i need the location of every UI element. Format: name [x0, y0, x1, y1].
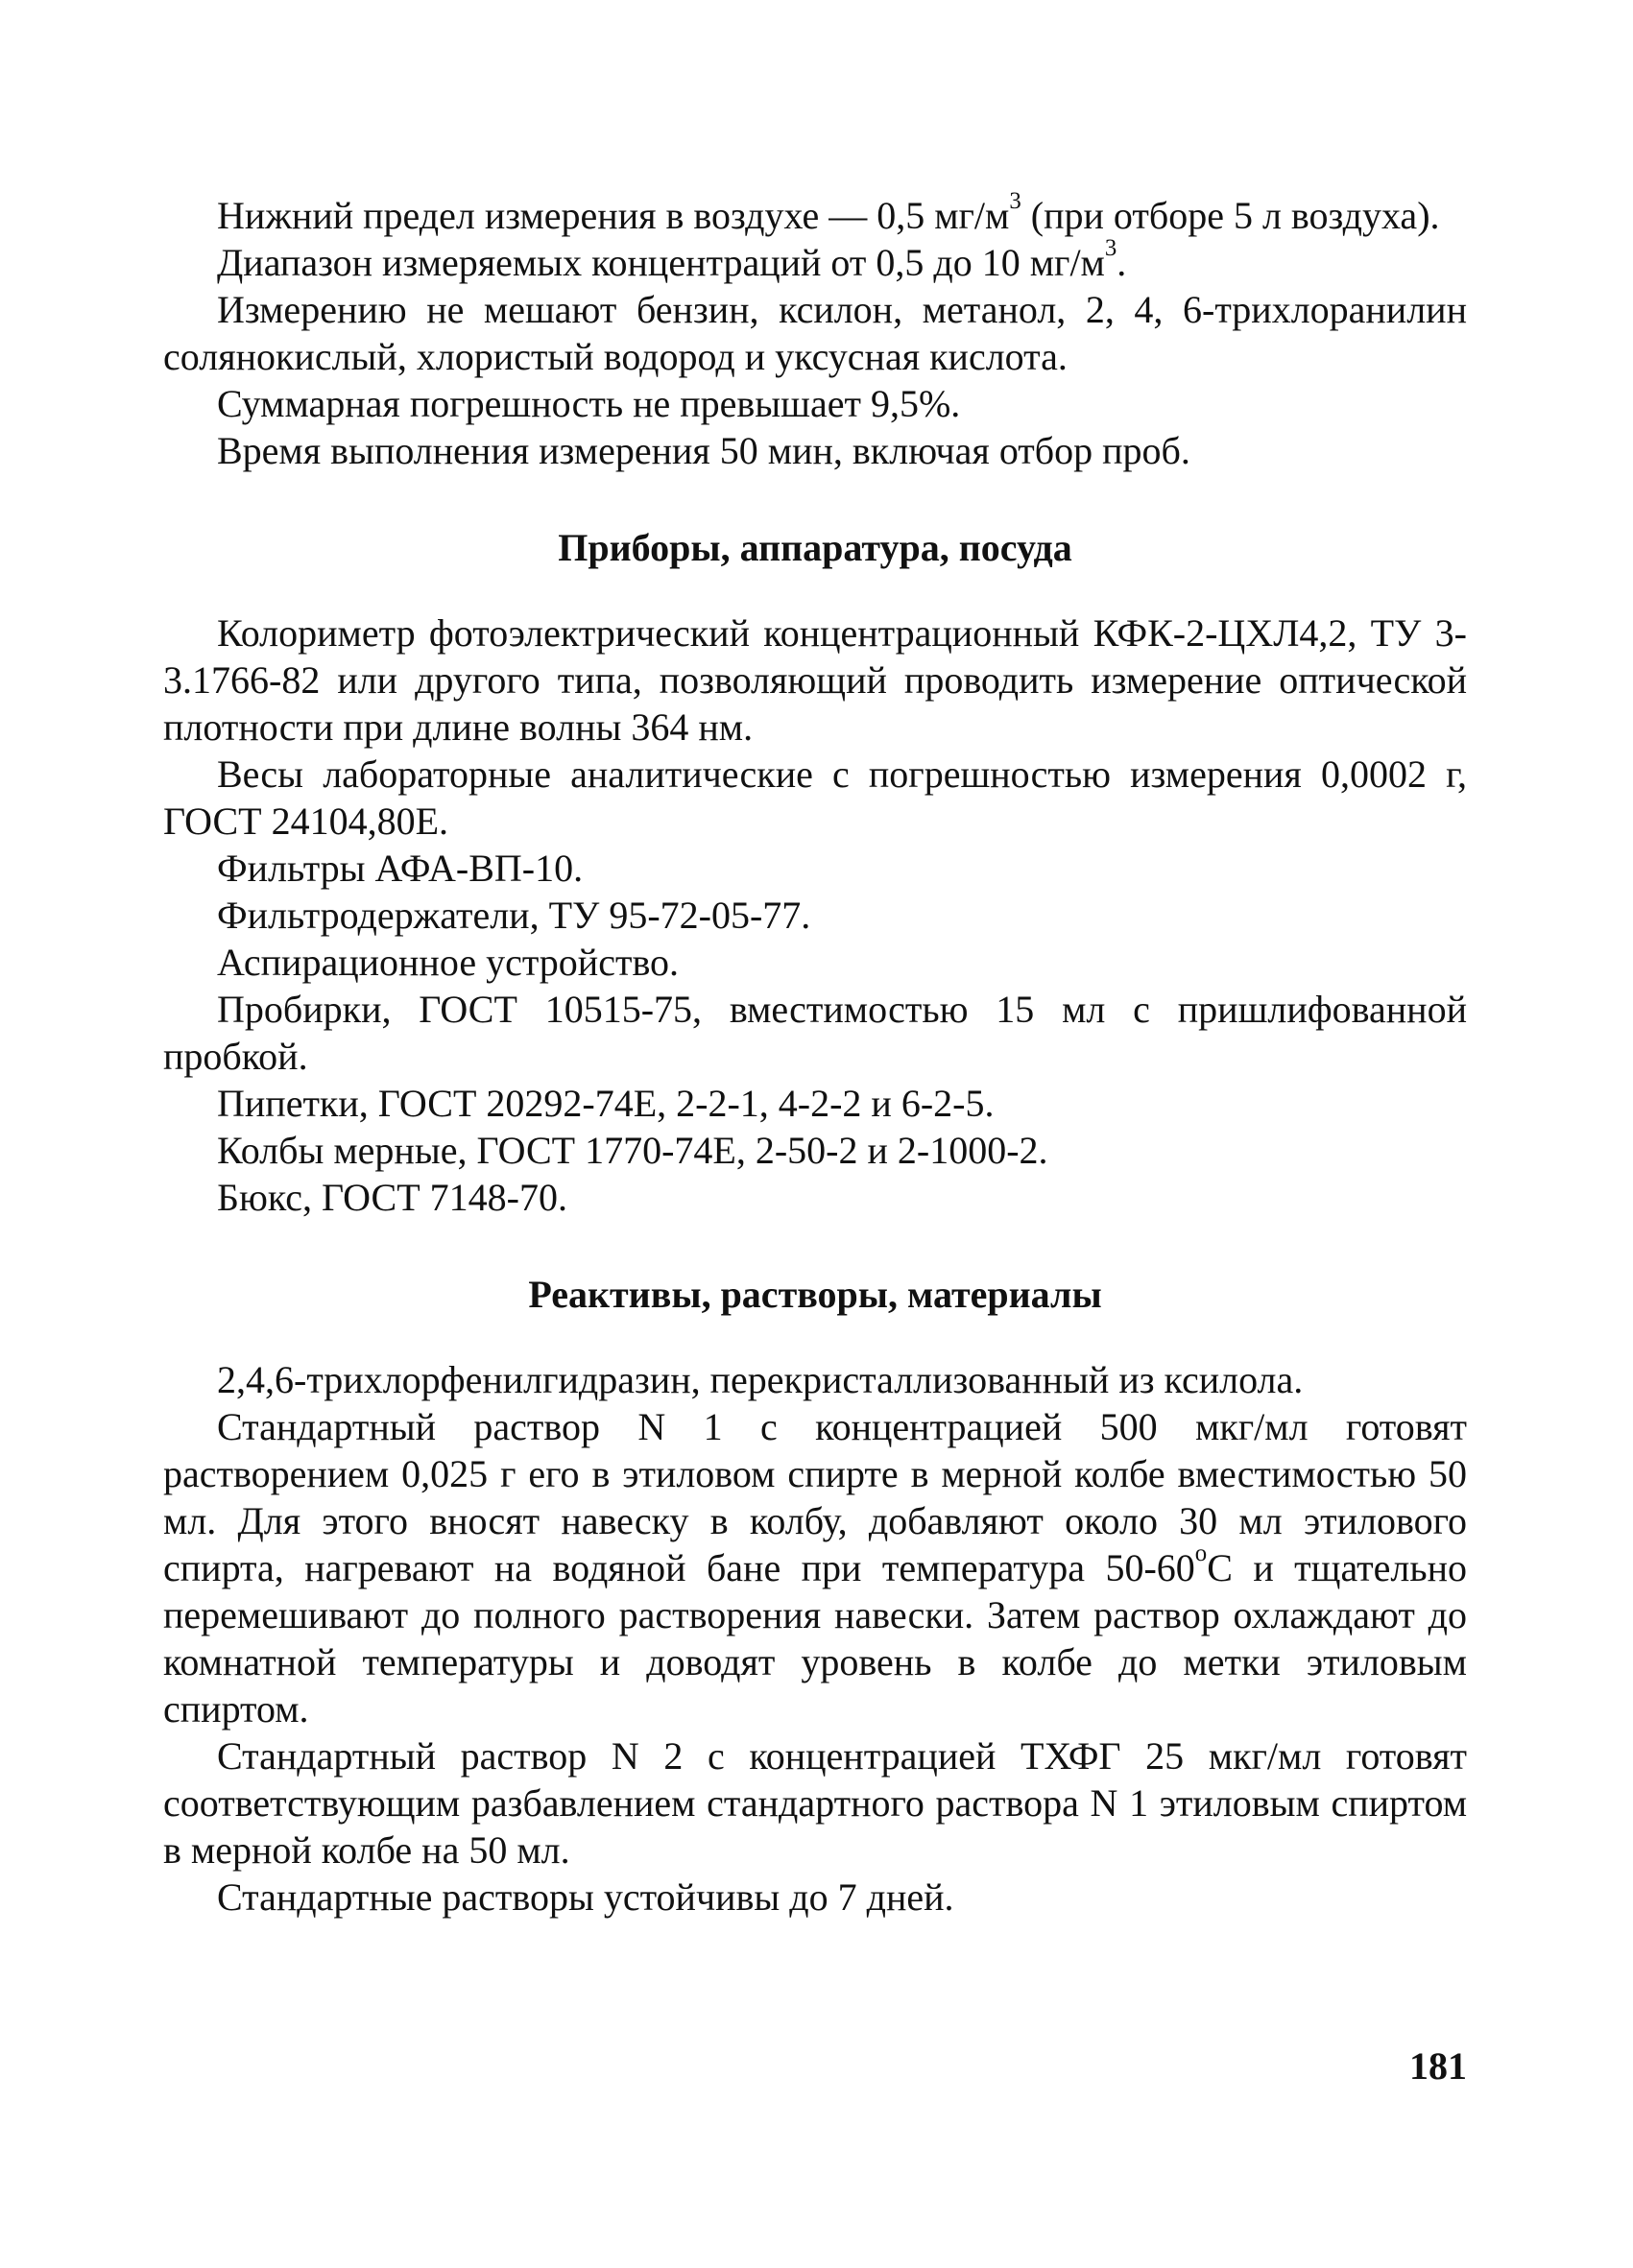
equipment-item: Весы лабораторные аналитические с погрешностью измерения 0,0002 г, ГОСТ 24104,80Е.	[163, 752, 1467, 843]
equipment-item: Колориметр фотоэлектрический концентрационный КФК-2-ЦХЛ4,2, ТУ 3-3.1766-82 или другого типа, позволяющий проводить измерение оптической плотности при длине волны 364 нм.	[163, 611, 1467, 749]
equipment-item: Аспирационное устройство.	[217, 941, 680, 984]
spacer	[163, 571, 1467, 609]
spacer	[163, 1318, 1467, 1356]
paragraph-reagent: 2,4,6-трихлорфенилгидразин, перекристаллизованный из ксилола.	[217, 1358, 1304, 1401]
heading-equipment: Приборы, аппаратура, посуда	[558, 526, 1072, 569]
equipment-item: Пробирки, ГОСТ 10515-75, вместимостью 15 мл с пришлифованной пробкой.	[163, 988, 1467, 1078]
text-fragment: .	[1117, 241, 1127, 284]
equipment-item: Фильтродержатели, ТУ 95-72-05-77.	[217, 894, 811, 937]
superscript: 3	[1009, 187, 1021, 214]
superscript: 3	[1104, 234, 1117, 261]
paragraph-stability: Стандартные растворы устойчивы до 7 дней.	[217, 1875, 954, 1919]
heading-reagents: Реактивы, растворы, материалы	[528, 1273, 1102, 1316]
paragraph-standard-solution-2: Стандартный раствор N 2 с концентрацией ТХФГ 25 мкг/мл готовят соответствующим разбавлением стандартного раствора N 1 этиловым спиртом в мерной колбе на 50 мл.	[163, 1734, 1467, 1872]
paragraph-lower-limit	[163, 187, 1467, 239]
equipment-item: Колбы мерные, ГОСТ 1770-74Е, 2-50-2 и 2-1000-2.	[217, 1129, 1048, 1172]
text-fragment: Стандартный раствор N 1 с концентрацией 500 мкг/мл готовят растворением 0,025 г его в этиловом спирте в мерной колбе вместимостью 50 мл. Для этого вносят навеску в колбу, добавляют около 30 мл этилового спирта, нагревают на водяной бане при температура 50-60	[163, 1405, 1467, 1589]
paragraph-interference: Измерению не мешают бензин, ксилон, метанол, 2, 4, 6-трихлоранилин солянокислый, хлористый водород и уксусная кислота.	[163, 288, 1467, 378]
equipment-item: Пипетки, ГОСТ 20292-74Е, 2-2-1, 4-2-2 и 6-2-5.	[217, 1082, 995, 1125]
document-page	[163, 187, 1468, 1921]
paragraph-error: Суммарная погрешность не превышает 9,5%.	[217, 382, 961, 425]
text-fragment: С и тщательно перемешивают до полного растворения навески. Затем раствор охлаждают до комнатной температуры и доводят уровень в колбе до метки этиловым спиртом.	[163, 1546, 1468, 1731]
equipment-item: Бюкс, ГОСТ 7148-70.	[217, 1176, 567, 1219]
text-fragment: (при отборе 5 л воздуха).	[1021, 194, 1440, 237]
equipment-item: Фильтры АФА-ВП-10.	[217, 847, 584, 890]
spacer	[163, 1221, 1467, 1271]
paragraph-duration: Время выполнения измерения 50 мин, включая отбор проб.	[217, 429, 1190, 472]
superscript: о	[1194, 1540, 1208, 1566]
spacer	[163, 474, 1467, 524]
paragraph-range	[163, 234, 1467, 286]
page-number: 181	[1409, 2044, 1467, 2088]
text-fragment: Диапазон измеряемых концентраций от 0,5 до 10 мг/м	[217, 241, 1105, 284]
paragraph-standard-solution-1	[163, 1403, 1467, 1732]
text-fragment: Нижний предел измерения в воздухе — 0,5 мг/м	[217, 194, 1010, 237]
